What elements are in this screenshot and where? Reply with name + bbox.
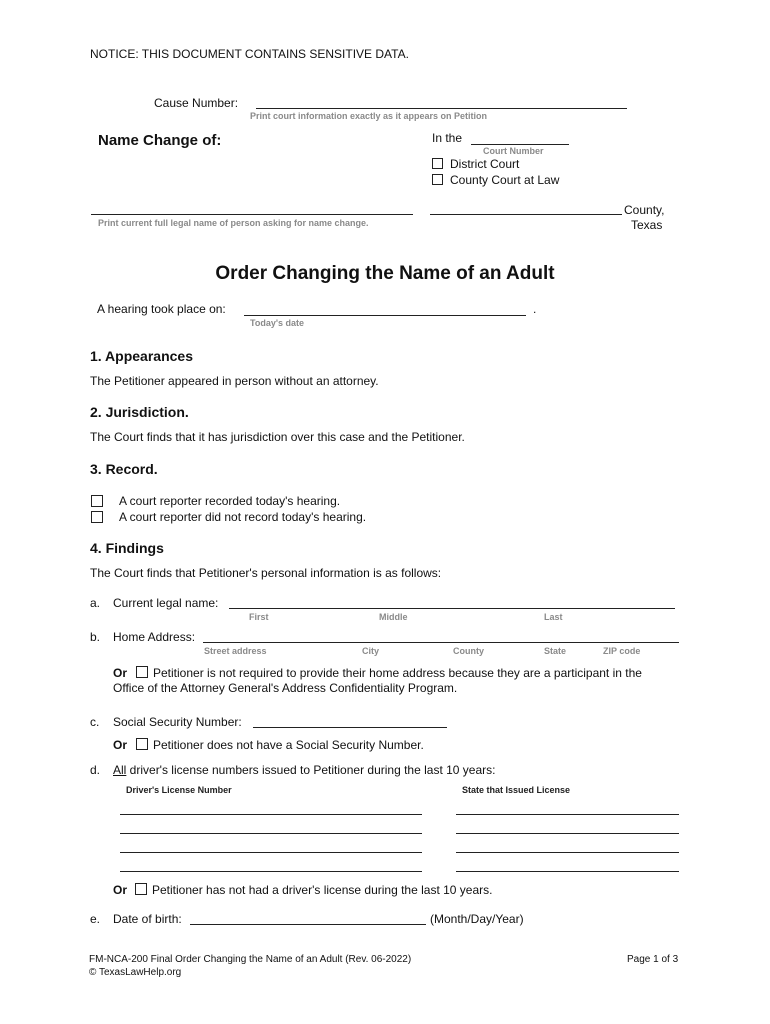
in-the-label: In the [432, 131, 463, 145]
court-number-hint: Court Number [483, 146, 544, 156]
license-number-field[interactable] [120, 833, 422, 834]
dob-format-hint: (Month/Day/Year) [430, 912, 524, 926]
sensitive-data-notice: NOTICE: THIS DOCUMENT CONTAINS SENSITIVE DATA. [90, 47, 409, 61]
address-confidentiality-text-1: Petitioner is not required to provide their home address because they are a participant in the [153, 666, 642, 680]
hint-last: Last [544, 612, 563, 622]
name-change-label: Name Change of: [98, 132, 222, 149]
hint-middle: Middle [379, 612, 408, 622]
petitioner-name-field[interactable] [91, 214, 413, 215]
county-label: County, [624, 203, 665, 217]
item-d-letter: d. [90, 763, 101, 777]
record-recorded-label: A court reporter recorded today's hearing. [119, 494, 341, 508]
jurisdiction-text: The Court finds that it has jurisdiction over this case and the Petitioner. [90, 430, 465, 444]
record-not-recorded-label: A court reporter did not record today's hearing. [119, 510, 367, 524]
hearing-date-hint: Today's date [250, 318, 304, 328]
appearances-text: The Petitioner appeared in person without an attorney. [90, 374, 379, 388]
or-label-ssn: Or [113, 738, 128, 752]
item-b-letter: b. [90, 630, 101, 644]
dob-label: Date of birth: [113, 912, 182, 926]
no-license-checkbox[interactable] [135, 883, 147, 895]
texas-label: Texas [631, 218, 663, 232]
record-recorded-checkbox[interactable] [91, 495, 103, 507]
no-license-text: Petitioner has not had a driver's license during the last 10 years. [152, 883, 493, 897]
cause-number-field[interactable] [256, 108, 627, 109]
hint-street: Street address [204, 646, 267, 656]
record-not-recorded-checkbox[interactable] [91, 511, 103, 523]
legal-name-field[interactable] [229, 608, 675, 609]
form-id: FM-NCA-200 Final Order Changing the Name of an Adult (Rev. 06-2022) [89, 954, 412, 965]
license-number-column-header: Driver's License Number [126, 785, 232, 795]
license-number-field[interactable] [120, 814, 422, 815]
item-a-letter: a. [90, 596, 101, 610]
license-number-field[interactable] [120, 852, 422, 853]
license-state-field[interactable] [456, 871, 679, 872]
hint-first: First [249, 612, 269, 622]
copyright: © TexasLawHelp.org [89, 967, 182, 978]
hearing-label: A hearing took place on: [97, 302, 226, 316]
drivers-license-intro [113, 763, 495, 777]
ssn-field[interactable] [253, 727, 447, 728]
license-state-field[interactable] [456, 833, 679, 834]
or-label-license: Or [113, 883, 128, 897]
hearing-date-field[interactable] [244, 315, 526, 316]
court-number-field[interactable] [471, 144, 569, 145]
cause-number-hint: Print court information exactly as it appears on Petition [250, 111, 488, 121]
hint-state: State [544, 646, 567, 656]
license-number-field[interactable] [120, 871, 422, 872]
ssn-label: Social Security Number: [113, 715, 242, 729]
county-field[interactable] [430, 214, 622, 215]
license-state-field[interactable] [456, 852, 679, 853]
all-emphasis: All [113, 763, 127, 777]
hint-zip: ZIP code [603, 646, 641, 656]
findings-text: The Court finds that Petitioner's personal information is as follows: [90, 566, 442, 580]
license-state-field[interactable] [456, 814, 679, 815]
hint-city: City [362, 646, 380, 656]
legal-name-label: Current legal name: [113, 596, 219, 610]
dob-field[interactable] [190, 924, 426, 925]
cause-number-label: Cause Number: [154, 96, 239, 110]
district-court-label: District Court [450, 157, 520, 171]
no-ssn-checkbox[interactable] [136, 738, 148, 750]
page-number: Page 1 of 3 [627, 954, 679, 965]
item-e-letter: e. [90, 912, 101, 926]
item-c-letter: c. [90, 715, 100, 729]
drivers-license-intro-text: driver's license numbers issued to Petitioner during the last 10 years: [126, 763, 496, 777]
address-confidentiality-text-2: Office of the Attorney General's Address Confidentiality Program. [113, 681, 458, 695]
appearances-heading: 1. Appearances [90, 348, 193, 364]
record-heading: 3. Record. [90, 461, 158, 477]
or-label-address: Or [113, 666, 128, 680]
county-court-checkbox[interactable] [432, 174, 443, 185]
county-court-label: County Court at Law [450, 173, 560, 187]
address-confidentiality-checkbox[interactable] [136, 666, 148, 678]
petitioner-name-hint: Print current full legal name of person asking for name change. [98, 218, 369, 228]
no-ssn-text: Petitioner does not have a Social Security Number. [153, 738, 424, 752]
findings-heading: 4. Findings [90, 540, 164, 556]
hearing-period: . [533, 302, 537, 316]
home-address-field[interactable] [203, 642, 679, 643]
district-court-checkbox[interactable] [432, 158, 443, 169]
license-state-column-header: State that Issued License [462, 785, 571, 795]
jurisdiction-heading: 2. Jurisdiction. [90, 404, 189, 420]
page-title: Order Changing the Name of an Adult [215, 263, 555, 284]
hint-county: County [453, 646, 484, 656]
home-address-label: Home Address: [113, 630, 196, 644]
